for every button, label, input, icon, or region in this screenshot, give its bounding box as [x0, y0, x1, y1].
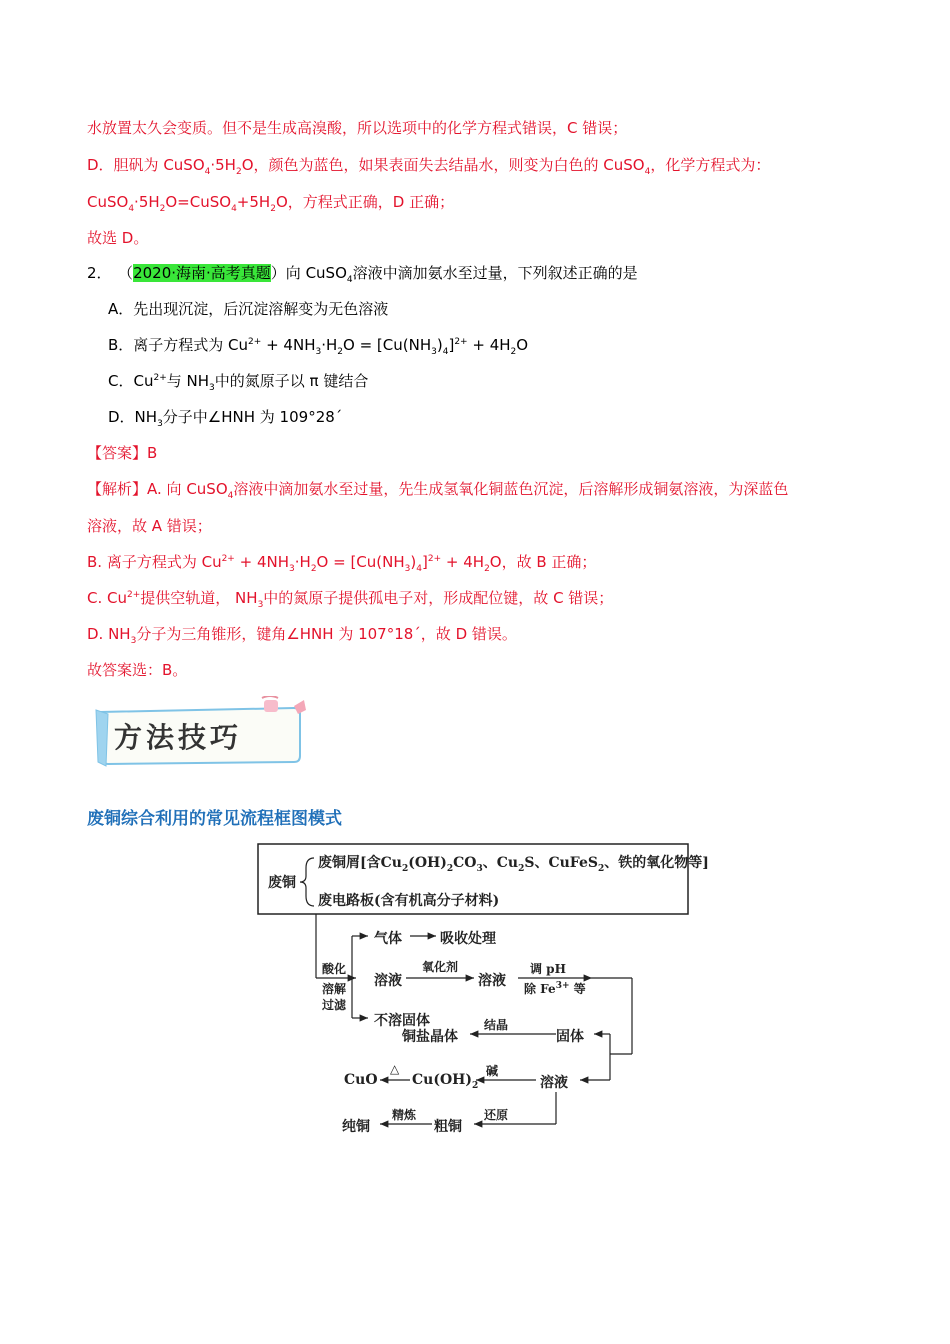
source-tag: 2020·海南·高考真题 [133, 264, 271, 282]
waste-copper-flow-diagram [256, 838, 709, 1138]
analysis-conclusion: 故答案选：B。 [87, 661, 188, 679]
analysis-d: D. $NH_3$分子为三角锥形，键角∠HNH 为 107°18´，故 D 错误。 [87, 625, 517, 646]
step-dissolve: 溶解 [322, 982, 347, 996]
cu-oh2-node: $Cu(OH)_2$ [412, 1072, 479, 1091]
waste-copper-label: 废铜 [268, 875, 296, 891]
method-tips-banner [94, 696, 306, 768]
option-a: A．先出现沉淀，后沉淀溶解变为无色溶液 [108, 300, 389, 318]
explanation-conclusion-1: 故选 D。 [87, 229, 149, 247]
oxidant-label: 氧化剂 [422, 960, 459, 974]
question-2-stem: 2． （2020·海南·高考真题）向 CuSO$_4$溶液中滴加氨水至过量，下列叙述正确的是 [87, 264, 638, 285]
solution-node-2: 溶液 [478, 973, 506, 989]
answer: 【答案】B [87, 444, 158, 462]
analysis-a-cont: 溶液，故 A 错误； [87, 517, 212, 535]
solution-node-1: 溶液 [374, 973, 402, 989]
pure-copper-node: 纯铜 [342, 1119, 370, 1135]
crystallize-label: 结晶 [484, 1018, 509, 1032]
option-d: D．$NH_3$分子中∠HNH 为 109°28´ [108, 408, 343, 429]
explanation-line-2: D．胆矾为 $CuSO_4\cdot 5H_2O$，颜色为蓝色，如果表面失去结晶水，则变为白色的 CuSO$_4$，化学方程式为： [87, 156, 771, 177]
reduce-label: 还原 [484, 1108, 509, 1122]
explanation-line-3: $CuSO_4\cdot 5H_2O=CuSO_4+5H_2O$，方程式正确，D 正确； [87, 193, 455, 214]
gas-node: 气体 [374, 931, 402, 947]
refine-label: 精炼 [392, 1108, 417, 1122]
analysis-c: C. $Cu^{2+}$提供空轨道， $NH_3$中的氮原子提供孤电子对，形成配位键，故 C 错误； [87, 589, 614, 610]
remove-fe-label: 除 $Fe^{3+}$ 等 [524, 981, 586, 996]
solution-node-3: 溶液 [540, 1075, 568, 1091]
banner-title: 方法技巧 [114, 721, 243, 754]
absorption-node: 吸收处理 [440, 931, 496, 947]
adjust-ph-label: 调 pH [530, 962, 566, 976]
explanation-line-1: 水放置太久会变质。但不是生成高溴酸，所以选项中的化学方程式错误，C 错误； [87, 119, 628, 137]
step-acidify: 酸化 [322, 962, 347, 976]
option-c: C．$Cu^{2+}$与 $NH_3$中的氮原子以 π 键结合 [108, 372, 369, 393]
solid-node: 固体 [556, 1029, 584, 1045]
base-label: 碱 [486, 1064, 499, 1078]
heat-label: △ [390, 1062, 400, 1076]
step-filter: 过滤 [322, 998, 347, 1012]
cuo-node: CuO [344, 1072, 378, 1088]
copper-salt-crystal-node: 铜盐晶体 [402, 1029, 458, 1045]
section-title: 废铜综合利用的常见流程框图模式 [87, 809, 342, 829]
option-b: B．离子方程式为 $Cu^{2+} + 4NH_3\cdot H_2O = [Cu(NH_3)_4]^{2+} + 4H_2O$ [108, 336, 529, 357]
circuit-board-item: 废电路板(含有机高分子材料) [318, 893, 500, 909]
analysis-a: 【解析】A. 向 CuSO$_4$溶液中滴加氨水至过量，先生成氢氧化铜蓝色沉淀，后溶解形成铜氨溶液，为深蓝色 [87, 480, 789, 501]
insoluble-solid-node: 不溶固体 [374, 1013, 430, 1029]
analysis-b: B. 离子方程式为 $Cu^{2+} + 4NH_3\cdot H_2O = [Cu(NH_3)_4]^{2+} + 4H_2O$，故 B 正确； [87, 553, 597, 574]
scrap-copper-item: 废铜屑[含$Cu_2(OH)_2CO_3$、$Cu_2S$、CuFeS$_2$、铁的氧化物等] [318, 855, 709, 874]
crude-copper-node: 粗铜 [434, 1119, 462, 1135]
